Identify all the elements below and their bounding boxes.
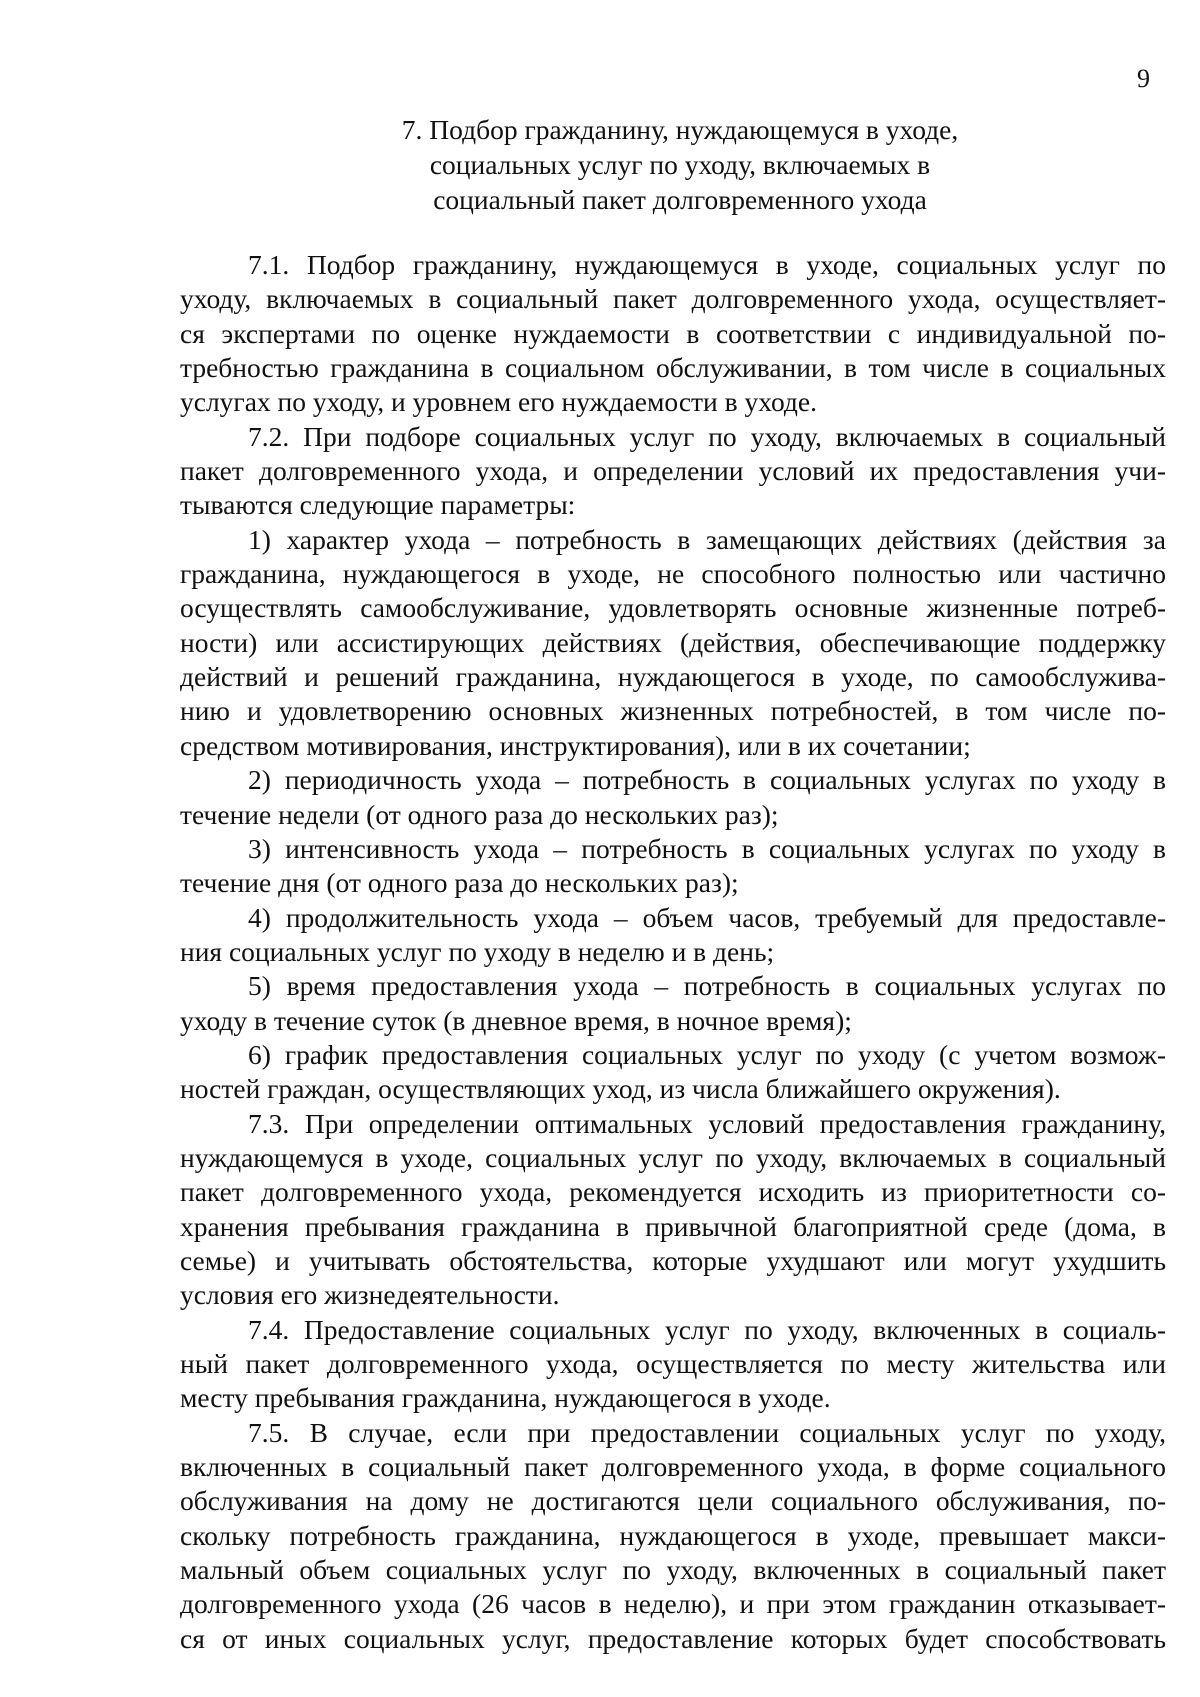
text-line: течение дня (от одного раза до нескольких раз); — [180, 867, 739, 899]
text-line: мальный объем социальных услуг по уходу, включенных в социальный пакет — [180, 1554, 1166, 1586]
text-line: нию и удовлетворению основных жизненных потребностей, в том числе по- — [180, 695, 1166, 727]
text-line: ния социальных услуг по уходу в неделю и в день; — [180, 935, 775, 967]
text-line: ности) или ассистирующих действиях (действия, обеспечивающие поддержку — [180, 626, 1166, 658]
heading-line: социальный пакет долговременного ухода — [433, 184, 927, 215]
text-line: требностью гражданина в социальном обслуживании, в том числе в социальных — [180, 352, 1166, 384]
text-line: 6) график предоставления социальных услуг по уходу (с учетом возмож- — [248, 1038, 1166, 1070]
text-line: услугах по уходу, и уровнем его нуждаемости в уходе. — [180, 386, 817, 418]
text-line: уходу, включаемых в социальный пакет долговременного ухода, осуществляет- — [180, 283, 1166, 315]
text-line: 4) продолжительность ухода – объем часов, требуемый для предоставле- — [248, 901, 1166, 933]
paragraph — [180, 901, 1166, 970]
paragraph — [180, 248, 1166, 420]
text-line: долговременного ухода (26 часов в неделю), и при этом гражданин отказывает- — [180, 1588, 1166, 1620]
text-line: обслуживания на дому не достигаются цели социального обслуживания, по- — [180, 1485, 1166, 1517]
paragraph — [180, 1038, 1166, 1107]
text-line: 2) периодичность ухода – потребность в социальных услугах по уходу в — [248, 764, 1166, 796]
section-heading — [300, 112, 1060, 217]
text-line: 5) время предоставления ухода – потребность в социальных услугах по — [248, 970, 1166, 1002]
text-line: тываются следующие параметры: — [180, 489, 576, 521]
paragraph — [180, 420, 1166, 523]
heading-line: 7. Подбор гражданину, нуждающемуся в уходе, — [401, 114, 959, 145]
text-line: 1) характер ухода – потребность в замещающих действиях (действия за — [248, 523, 1166, 555]
text-line: пакет долговременного ухода, рекомендуется исходить из приоритетности со- — [180, 1176, 1166, 1208]
text-line: действий и решений гражданина, нуждающегося в уходе, по самообслужива- — [180, 661, 1166, 693]
text-line: 7.5. В случае, если при предоставлении социальных услуг по уходу, — [248, 1416, 1166, 1448]
paragraph — [180, 523, 1166, 763]
text-line: осуществлять самообслуживание, удовлетворять основные жизненные потреб- — [180, 592, 1166, 624]
text-line: месту пребывания гражданина, нуждающегося в уходе. — [180, 1382, 831, 1414]
text-line: нуждающемуся в уходе, социальных услуг по уходу, включаемых в социальный — [180, 1141, 1166, 1173]
paragraph — [180, 1107, 1166, 1313]
text-line: хранения пребывания гражданина в привычной благоприятной среде (дома, в — [180, 1210, 1166, 1242]
text-line: 3) интенсивность ухода – потребность в социальных услугах по уходу в — [248, 832, 1166, 864]
heading-line: социальных услуг по уходу, включаемых в — [429, 149, 931, 180]
text-line: включенных в социальный пакет долговременного ухода, в форме социального — [180, 1451, 1166, 1483]
text-line: ся экспертами по оценке нуждаемости в соответствии с индивидуальной по- — [180, 317, 1166, 349]
paragraph — [180, 969, 1166, 1038]
page-number: 9 — [1137, 64, 1150, 93]
text-line: скольку потребность гражданина, нуждающегося в уходе, превышает макси- — [180, 1519, 1166, 1551]
paragraph — [180, 1416, 1166, 1656]
body-text — [180, 248, 1166, 1656]
text-line: семье) и учитывать обстоятельства, которые ухудшают или могут ухудшить — [180, 1244, 1166, 1276]
text-line: 7.3. При определении оптимальных условий предоставления гражданину, — [248, 1107, 1166, 1139]
text-line: пакет долговременного ухода, и определении условий их предоставления учи- — [180, 455, 1166, 487]
text-line: ностей граждан, осуществляющих уход, из числа ближайшего окружения). — [180, 1073, 1061, 1105]
text-line: уходу в течение суток (в дневное время, в ночное время); — [180, 1004, 852, 1036]
text-line: условия его жизнедеятельности. — [180, 1279, 560, 1311]
text-line: 7.1. Подбор гражданину, нуждающемуся в уходе, социальных услуг по — [248, 249, 1166, 280]
paragraph — [180, 1313, 1166, 1416]
text-line: гражданина, нуждающегося в уходе, не способного полностью или частично — [180, 558, 1166, 590]
text-line: ный пакет долговременного ухода, осуществляется по месту жительства или — [180, 1348, 1166, 1379]
paragraph — [180, 832, 1166, 901]
text-line: течение недели (от одного раза до нескольких раз); — [180, 798, 779, 830]
text-line: ся от иных социальных услуг, предоставление которых будет способствовать — [180, 1622, 1166, 1654]
text-line: 7.4. Предоставление социальных услуг по уходу, включенных в социаль- — [248, 1313, 1166, 1345]
text-line: 7.2. При подборе социальных услуг по уходу, включаемых в социальный — [248, 420, 1166, 452]
paragraph — [180, 763, 1166, 832]
text-line: средством мотивирования, инструктирования), или в их сочетании; — [180, 729, 971, 761]
